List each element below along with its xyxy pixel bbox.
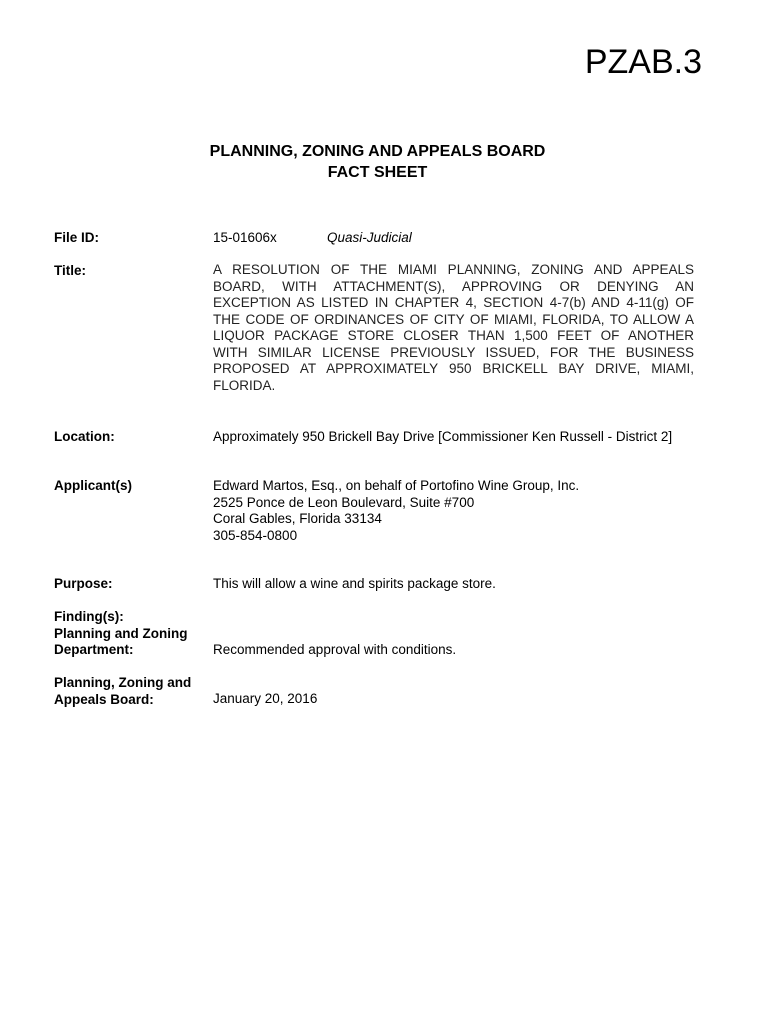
title-line: THE CODE OF ORDINANCES OF CITY OF MIAMI, FLORIDA, TO ALLOW A bbox=[213, 311, 694, 327]
title-line: LIQUOR PACKAGE STORE CLOSER THAN 1,500 FEET OF ANOTHER bbox=[213, 328, 694, 343]
purpose-value: This will allow a wine and spirits package store. bbox=[213, 576, 496, 591]
document-code: PZAB.3 bbox=[584, 43, 702, 81]
applicant-line: 305-854-0800 bbox=[213, 527, 298, 543]
applicant-line: Coral Gables, Florida 33134 bbox=[213, 511, 382, 526]
board-date-value: January 20, 2016 bbox=[213, 691, 318, 706]
findings-label-line: Department: bbox=[54, 642, 134, 657]
title-label: Title: bbox=[54, 263, 87, 278]
board-label bbox=[54, 675, 191, 708]
applicant-line: 2525 Ponce de Leon Boulevard, Suite #700 bbox=[213, 494, 475, 510]
heading-title: PLANNING, ZONING AND APPEALS BOARD bbox=[209, 143, 546, 160]
file-type-value: Quasi-Judicial bbox=[327, 230, 412, 245]
findings-label-line: Planning and Zoning bbox=[54, 625, 188, 641]
purpose-label: Purpose: bbox=[54, 576, 113, 591]
findings-label-line: Finding(s): bbox=[54, 609, 124, 624]
file-id-label: File ID: bbox=[54, 230, 100, 245]
heading-subtitle: FACT SHEET bbox=[327, 164, 428, 181]
applicant-line: Edward Martos, Esq., on behalf of Portofino Wine Group, Inc. bbox=[213, 478, 580, 493]
applicant-value bbox=[213, 478, 579, 544]
findings-label bbox=[54, 609, 187, 659]
board-label-line: Appeals Board: bbox=[54, 691, 154, 707]
title-text bbox=[213, 262, 694, 394]
board-label-line: Planning, Zoning and bbox=[54, 675, 192, 690]
applicant-label: Applicant(s) bbox=[54, 478, 133, 493]
title-line: A RESOLUTION OF THE MIAMI PLANNING, ZONING AND APPEALS bbox=[213, 262, 694, 277]
findings-value: Recommended approval with conditions. bbox=[213, 642, 457, 657]
title-line: WITH SIMILAR LICENSE PREVIOUSLY ISSUED, FOR THE BUSINESS bbox=[213, 344, 694, 360]
title-line: PROPOSED AT APPROXIMATELY 950 BRICKELL BAY DRIVE, MIAMI, bbox=[213, 361, 694, 376]
location-value: Approximately 950 Brickell Bay Drive [Commissioner Ken Russell - District 2] bbox=[213, 429, 673, 444]
location-label: Location: bbox=[54, 429, 115, 444]
title-line: EXCEPTION AS LISTED IN CHAPTER 4, SECTION 4-7(b) AND 4-11(g) OF bbox=[213, 295, 694, 310]
title-line: FLORIDA. bbox=[213, 377, 276, 393]
file-id-value: 15-01606x bbox=[213, 230, 277, 245]
title-line: BOARD, WITH ATTACHMENT(S), APPROVING OR DENYING AN bbox=[213, 278, 694, 294]
